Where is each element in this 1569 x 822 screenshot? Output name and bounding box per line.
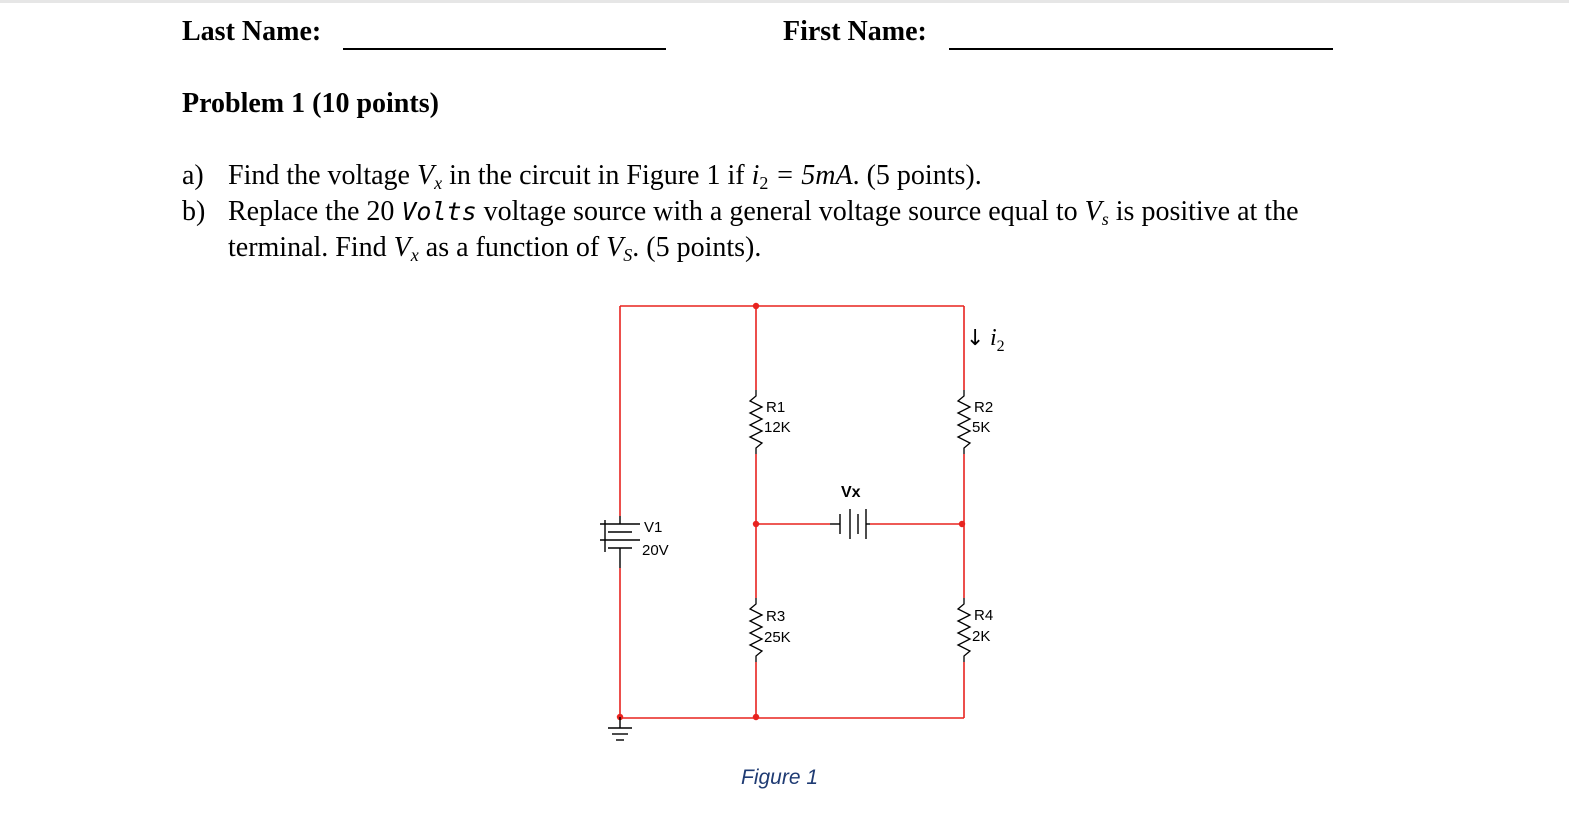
r4-name: R4 [974, 607, 994, 624]
r2-name: R2 [974, 399, 994, 416]
i2-symbol: $i_2$ [751, 160, 769, 193]
r4-value: 2K [972, 628, 991, 645]
vx-label: Vx [841, 484, 861, 501]
part-b-marker: b) [182, 196, 206, 227]
vs-symbol: $V_s$ [1084, 196, 1109, 229]
v1-battery-symbol [600, 516, 640, 568]
r2-value: 5K [972, 419, 991, 436]
part-a-marker: a) [182, 160, 204, 191]
resistor-r2-symbol [958, 390, 970, 454]
figure-caption: Figure 1 [741, 766, 819, 789]
v1-name: V1 [644, 519, 663, 536]
v1-value: 20V [642, 542, 669, 559]
part-b: b) Replace the 20 Volts voltage source with a general voltage source equal to $V_s$ is positive at the [182, 196, 1299, 229]
junction-dots [617, 303, 965, 720]
last-name-label: Last Name: [182, 16, 322, 47]
circuit-wires [620, 306, 964, 718]
r3-name: R3 [766, 608, 786, 625]
r1-name: R1 [766, 399, 786, 416]
i2-label: $i_2$ [990, 325, 1005, 355]
first-name-label: First Name: [783, 16, 927, 47]
part-b-line2: terminal. Find $V_x$ as a function of $V_S$. (5 points). [228, 232, 762, 265]
part-a: a) Find the voltage $V_x$ in the circuit in Figure 1 if $i_2 = 5mA$. (5 points). [182, 160, 982, 193]
resistor-r4-symbol [958, 598, 970, 662]
resistor-r1-symbol [750, 390, 762, 454]
i2-arrow-icon: ↓ [966, 326, 985, 351]
ground-symbol [608, 717, 632, 740]
problem-title: Problem 1 (10 points) [182, 88, 439, 119]
vx-meter-symbol [830, 509, 870, 539]
vx-symbol: $V_x$ [416, 160, 443, 193]
r1-value: 12K [764, 419, 791, 436]
r3-value: 25K [764, 629, 791, 646]
resistor-r3-symbol [750, 598, 762, 662]
